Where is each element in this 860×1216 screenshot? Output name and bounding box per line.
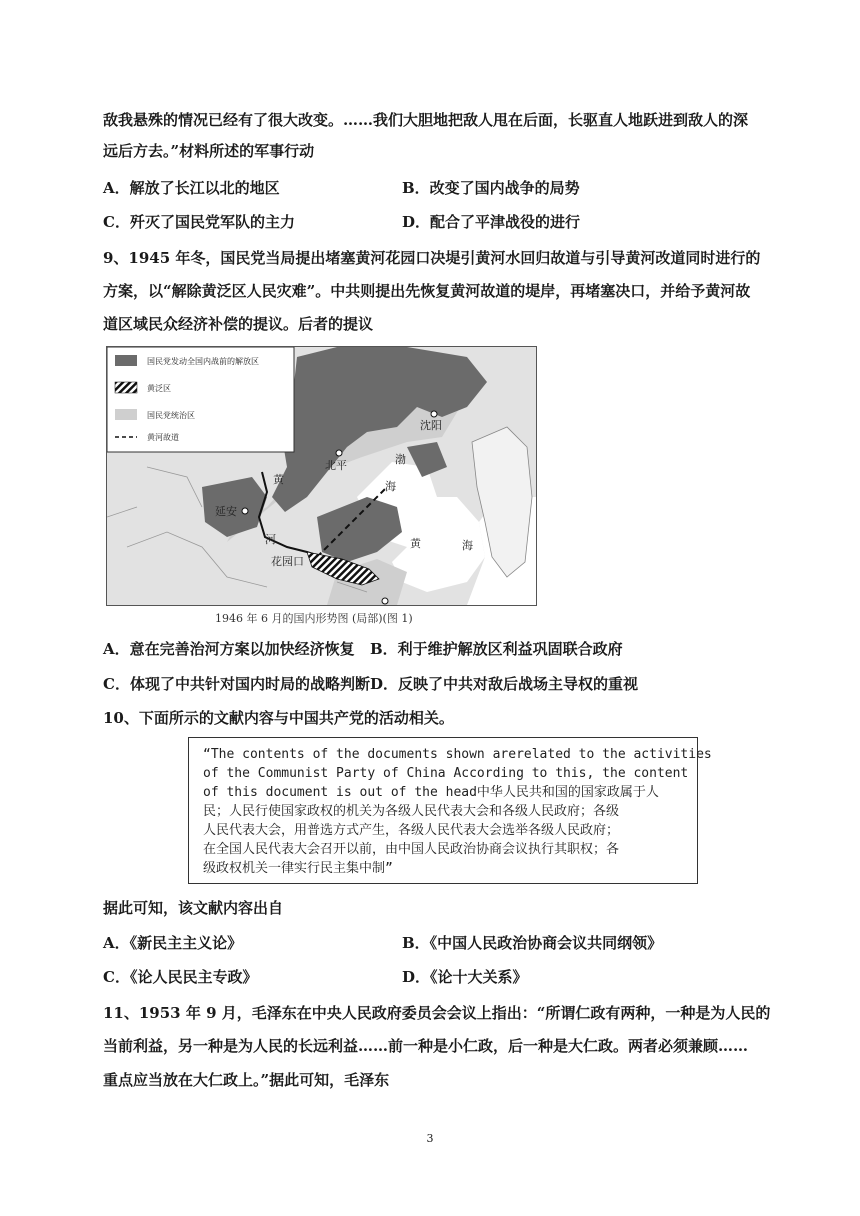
q8-stem-line-2: 远后方去。”材料所述的军事行动	[103, 142, 315, 160]
q9-stem-line-3: 道区域民众经济补偿的提议。后者的提议	[103, 315, 374, 333]
q9-stem-line-1: 9、1945 年冬，国民党当局提出堵塞黄河花园口决堤引黄河水回归故道与引导黄河改道同时进行的	[103, 249, 761, 267]
q8-option-c: C．歼灭了国民党军队的主力	[103, 213, 295, 231]
legend-swatch-kmt	[115, 409, 137, 420]
q10-followup: 据此可知，该文献内容出自	[103, 899, 284, 917]
document-excerpt-box	[188, 737, 712, 884]
document-line: of the Communist Party of China According to this, the content	[203, 766, 689, 781]
map-caption: 1946 年 6 月的国内形势图 (局部)(图 1)	[215, 612, 413, 625]
label-beiping: 北平	[325, 459, 347, 472]
document-line: 在全国人民代表大会召开以前，由中国人民政治协商会议执行其职权；各	[203, 842, 620, 857]
page-number: 3	[426, 1132, 434, 1145]
map-graphic	[107, 347, 536, 605]
document-line: of this document is out of the head中华人民共和国的国家政属于人	[203, 785, 659, 800]
label-hai-1: 海	[385, 480, 396, 493]
document-line: 人民代表大会，用普选方式产生，各级人民代表大会选举各级人民政府；	[203, 823, 620, 838]
shenyang-marker	[431, 411, 437, 417]
q8-option-b: B．改变了国内战争的局势	[402, 179, 580, 197]
q9-option-c: C．体现了中共针对国内时局的战略判断	[103, 675, 370, 693]
legend-label-kmt: 国民党统治区	[147, 411, 195, 420]
q10-option-c: C．《论人民民主专政》	[103, 968, 258, 986]
situation-map	[106, 346, 537, 606]
document-line: “The contents of the documents shown arerelated to the activities	[203, 747, 712, 762]
label-bo: 渤	[395, 453, 406, 466]
label-he-river: 河	[265, 533, 276, 546]
legend-label-liberated: 国民党发动全国内战前的解放区	[147, 357, 259, 366]
beiping-marker	[336, 450, 342, 456]
yanan-marker	[242, 508, 248, 514]
q9-option-d: D．反映了中共对敌后战场主导权的重视	[370, 675, 639, 693]
legend-label-old-course: 黄河故道	[147, 433, 179, 442]
q10-option-a: A．《新民主主义论》	[103, 934, 243, 952]
q9-option-b: B．利于维护解放区利益巩固联合政府	[370, 640, 623, 658]
q8-option-d: D．配合了平津战役的进行	[402, 213, 581, 231]
document-line: 级政权机关一律实行民主集中制”	[203, 861, 393, 876]
q9-stem-line-2: 方案，以“解除黄泛区人民灾难”。中共则提出先恢复黄河故道的堤岸，再堵塞决口，并给予黄河故	[103, 282, 751, 300]
label-huayuankou: 花园口	[271, 555, 304, 568]
q8-option-a: A．解放了长江以北的地区	[103, 179, 280, 197]
label-hai-2: 海	[462, 539, 473, 552]
q8-stem-line-1: 敌我悬殊的情况已经有了很大改变。……我们大胆地把敌人甩在后面，长驱直人地跃进到敌人的深	[103, 111, 749, 129]
legend-label-flood: 黄泛区	[147, 384, 171, 393]
nanjing-marker	[382, 598, 388, 604]
label-huang-sea: 黄	[410, 537, 421, 550]
label-shenyang: 沈阳	[420, 419, 442, 432]
label-yanan: 延安	[215, 505, 237, 518]
label-huang-river-1: 黄	[273, 473, 284, 486]
q10-stem: 10、下面所示的文献内容与中国共产党的活动相关。	[103, 709, 454, 727]
legend-swatch-liberated	[115, 355, 137, 366]
q10-option-b: B．《中国人民政治协商会议共同纲领》	[402, 934, 663, 952]
q10-option-d: D．《论十大关系》	[402, 968, 528, 986]
q9-option-a: A．意在完善治河方案以加快经济恢复	[103, 640, 355, 658]
q11-stem-line-2: 当前利益，另一种是为人民的长远利益……前一种是小仁政，后一种是大仁政。两者必须兼顾……	[103, 1037, 749, 1055]
q11-stem-line-1: 11、1953 年 9 月，毛泽东在中央人民政府委员会会议上指出：“所谓仁政有两种，一种是为人民的	[103, 1004, 771, 1022]
q11-stem-line-3: 重点应当放在大仁政上。”据此可知，毛泽东	[103, 1071, 390, 1089]
document-line: 民；人民行使国家政权的机关为各级人民代表大会和各级人民政府；各级	[203, 804, 620, 819]
legend-swatch-flood	[115, 382, 137, 393]
